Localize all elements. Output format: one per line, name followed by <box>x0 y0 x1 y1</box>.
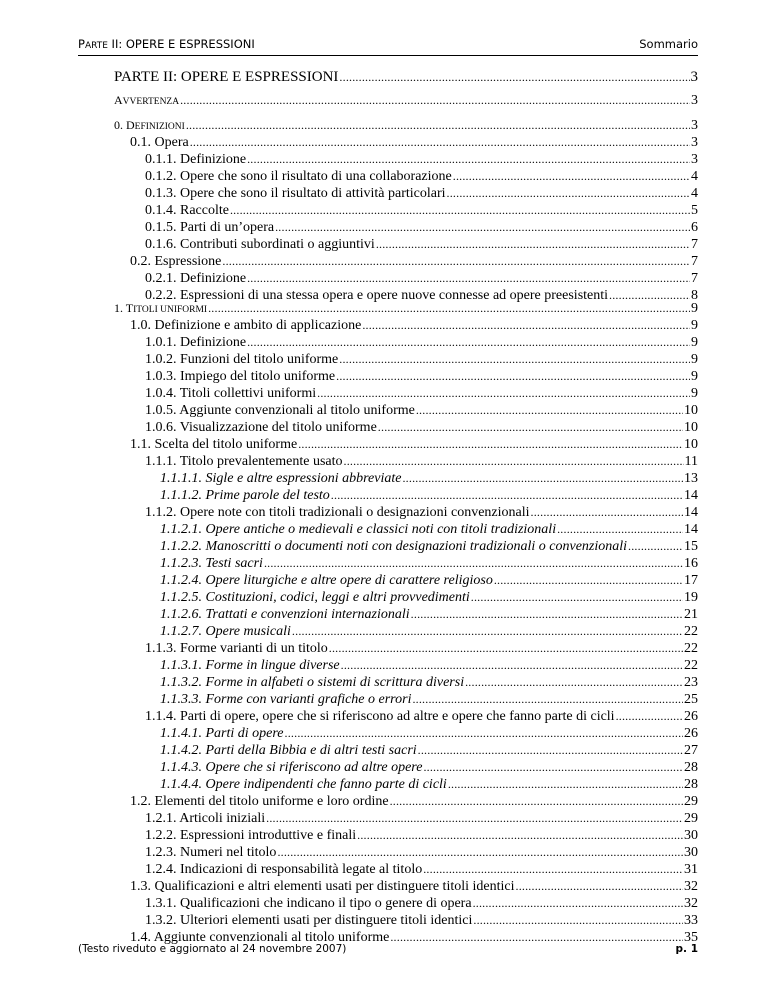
toc-entry-page: 17 <box>684 573 698 588</box>
toc-entry-title: 1.1.2.7. Opere musicali <box>160 624 291 639</box>
toc-entry-title: 1.1.4. Parti di opere, opere che si riferiscono ad altre e opere che fanno parte di cicli <box>145 709 615 724</box>
dot-leader <box>339 351 690 368</box>
dot-leader <box>190 134 690 151</box>
toc-entry-title: 1.1.1.2. Prime parole del testo <box>160 488 330 503</box>
toc-entry <box>145 270 698 287</box>
toc-entry-title: 1.0.5. Aggiunte convenzionali al titolo uniforme <box>145 403 415 418</box>
toc-entry-page: 7 <box>691 254 698 269</box>
toc-entry-page: 3 <box>690 69 698 85</box>
dot-leader <box>336 368 690 385</box>
toc-entry-title: 0.2.1. Definizione <box>145 271 247 286</box>
toc-entry <box>160 521 698 538</box>
toc-entry <box>145 504 698 521</box>
toc-entry-page: 28 <box>684 777 698 792</box>
dot-leader <box>471 589 683 606</box>
dot-leader <box>412 691 683 708</box>
dot-leader <box>339 68 689 87</box>
dot-leader <box>329 640 683 657</box>
toc-entry-page: 29 <box>684 794 698 809</box>
dot-leader <box>264 555 683 572</box>
dot-leader <box>362 317 690 334</box>
toc-entry-page: 23 <box>684 675 698 690</box>
toc-entry <box>145 827 698 844</box>
toc-entry-page: 3 <box>691 135 698 150</box>
toc-entry-page: 6 <box>691 220 698 235</box>
dot-leader <box>378 419 683 436</box>
toc-entry <box>130 878 698 895</box>
dot-leader <box>448 776 683 793</box>
toc-entry-page: 10 <box>684 437 698 452</box>
dot-leader <box>453 168 690 185</box>
toc-entry-title: 0.1.6. Contributi subordinati o aggiuntivi <box>145 237 375 252</box>
toc-entry <box>145 168 698 185</box>
dot-leader <box>473 895 683 912</box>
toc-entry-title: AVVERTENZA <box>114 93 180 107</box>
toc-entry-page: 29 <box>684 811 698 826</box>
dot-leader <box>411 606 683 623</box>
toc-entry <box>160 776 698 793</box>
toc-entry-title: 0. DEFINIZIONI <box>114 118 185 132</box>
toc-entry-title: 1.3.1. Qualificazioni che indicano il tipo o genere di opera <box>145 896 472 911</box>
dot-leader <box>402 470 683 487</box>
toc-entry-title: 1.1.2.4. Opere liturgiche e altre opere di carattere religioso <box>160 573 493 588</box>
toc-entry-page: 7 <box>691 271 698 286</box>
toc-entry <box>145 236 698 253</box>
dot-leader <box>390 793 683 810</box>
toc-entry-page: 9 <box>691 301 698 316</box>
toc-entry-page: 5 <box>691 203 698 218</box>
dot-leader <box>292 623 683 640</box>
toc-entry <box>145 385 698 402</box>
toc-entry-page: 3 <box>691 93 698 108</box>
toc-entry <box>145 185 698 202</box>
toc-entry-title: 1.1.3. Forme varianti di un titolo <box>145 641 328 656</box>
dot-leader <box>494 572 683 589</box>
dot-leader <box>277 844 683 861</box>
toc-entry <box>145 708 698 725</box>
toc-entry <box>145 861 698 878</box>
toc-entry <box>145 895 698 912</box>
toc-entry-page: 14 <box>684 505 698 520</box>
toc-entry-page: 28 <box>684 760 698 775</box>
toc-entry-page: 22 <box>684 624 698 639</box>
toc-entry-page: 15 <box>684 539 698 554</box>
toc-entry-page: 4 <box>691 169 698 184</box>
toc-entry-title: 1. TITOLI UNIFORMI <box>114 301 208 315</box>
page-header <box>78 37 698 56</box>
toc-entry-title: 0.1. Opera <box>130 135 189 150</box>
toc-entry <box>145 810 698 827</box>
toc-entry <box>145 202 698 219</box>
toc-entry <box>145 419 698 436</box>
toc-entry-page: 27 <box>684 743 698 758</box>
dot-leader <box>247 334 690 351</box>
toc-entry-page: 4 <box>691 186 698 201</box>
toc-entry <box>160 538 698 555</box>
toc-entry <box>145 334 698 351</box>
toc-entry-title: 1.0.1. Definizione <box>145 335 247 350</box>
dot-leader <box>180 92 690 109</box>
dot-leader <box>285 725 683 742</box>
toc-entry <box>160 759 698 776</box>
dot-leader <box>222 253 690 270</box>
toc-entry-page: 22 <box>684 658 698 673</box>
toc-entry-title: 1.2.2. Espressioni introduttive e finali <box>145 828 357 843</box>
toc-entry-title: 0.2.2. Espressioni di una stessa opera e opere nuove connesse ad opere preesistenti <box>145 288 609 303</box>
dot-leader <box>247 151 690 168</box>
toc-entry <box>160 589 698 606</box>
dot-leader <box>557 521 683 538</box>
toc-entry-title: 1.1.2.2. Manoscritti o documenti noti con designazioni tradizionali o convenzionali <box>160 539 628 554</box>
toc-entry-page: 22 <box>684 641 698 656</box>
toc-entry <box>160 606 698 623</box>
toc-entry-page: 9 <box>691 386 698 401</box>
toc-entry <box>160 657 698 674</box>
dot-leader <box>230 202 690 219</box>
toc-entry-page: 19 <box>684 590 698 605</box>
toc-entry-title: 1.3. Qualificazioni e altri elementi usati per distinguere titoli identici <box>130 879 515 894</box>
toc-entry-page: 11 <box>684 454 698 469</box>
toc-entry-title: 1.1.4.4. Opere indipendenti che fanno parte di cicli <box>160 777 447 792</box>
dot-leader <box>473 912 683 929</box>
toc-entry-page: 7 <box>691 237 698 252</box>
toc-entry <box>160 487 698 504</box>
toc-entry-page: 3 <box>691 118 698 133</box>
toc-entry-title: 0.1.3. Opere che sono il risultato di attività particolari <box>145 186 446 201</box>
toc-entry <box>160 691 698 708</box>
dot-leader <box>465 674 683 691</box>
toc-entry-title: 1.1.2.3. Testi sacri <box>160 556 263 571</box>
dot-leader <box>416 402 683 419</box>
toc-entry-title: 1.2. Elementi del titolo uniforme e loro ordine <box>130 794 389 809</box>
toc-entry-title: 1.1.3.3. Forme con varianti grafiche o errori <box>160 692 412 707</box>
toc-entry-title: 1.1.3.2. Forme in alfabeti o sistemi di scrittura diversi <box>160 675 465 690</box>
toc-entry-page: 30 <box>684 828 698 843</box>
toc-entry-page: 26 <box>684 709 698 724</box>
toc-entry-page: 16 <box>684 556 698 571</box>
dot-leader <box>298 436 683 453</box>
toc-entry-page: 9 <box>691 318 698 333</box>
toc-entry-page: 26 <box>684 726 698 741</box>
toc-entry-title: 1.4. Aggiunte convenzionali al titolo uniforme <box>130 930 390 945</box>
toc-entry-page: 9 <box>691 335 698 350</box>
toc-entry-title: 1.0. Definizione e ambito di applicazione <box>130 318 362 333</box>
toc-entry-page: 3 <box>691 152 698 167</box>
toc-entry <box>145 453 698 470</box>
toc-entry-title: 1.2.1. Articoli iniziali <box>145 811 266 826</box>
toc-entry-title: 1.0.6. Visualizzazione del titolo uniforme <box>145 420 377 435</box>
toc-entry-title: 1.3.2. Ulteriori elementi usati per distinguere titoli identici <box>145 913 473 928</box>
dot-leader <box>628 538 683 555</box>
dot-leader <box>208 300 690 317</box>
toc-entry <box>160 623 698 640</box>
toc-entry <box>130 253 698 270</box>
toc-entry-page: 25 <box>684 692 698 707</box>
toc-entry <box>145 640 698 657</box>
toc-entry-title: 0.2. Espressione <box>130 254 222 269</box>
toc-entry-title: 1.1.1. Titolo prevalentemente usato <box>145 454 343 469</box>
toc-entry <box>114 117 698 134</box>
toc-entry-title: 1.0.3. Impiego del titolo uniforme <box>145 369 336 384</box>
dot-leader <box>531 504 683 521</box>
dot-leader <box>186 117 690 134</box>
header-section-title: Sommario <box>639 37 698 51</box>
toc-entry <box>130 134 698 151</box>
dot-leader <box>344 453 684 470</box>
toc-entry <box>145 151 698 168</box>
toc-entry-page: 14 <box>684 522 698 537</box>
toc-entry-title: 1.2.4. Indicazioni di responsabilità legate al titolo <box>145 862 423 877</box>
toc-entry-page: 9 <box>691 352 698 367</box>
toc-entry <box>145 368 698 385</box>
toc-entry-title: PARTE II: OPERE E ESPRESSIONI <box>114 69 339 85</box>
toc-entry-page: 21 <box>684 607 698 622</box>
toc-entry-page: 33 <box>684 913 698 928</box>
toc-entry-page: 32 <box>684 879 698 894</box>
toc-entry <box>160 725 698 742</box>
dot-leader <box>376 236 690 253</box>
toc-entry-title: 1.0.4. Titoli collettivi uniformi <box>145 386 317 401</box>
toc-entry-title: 0.1.5. Parti di un’opera <box>145 220 275 235</box>
toc-entry-title: 1.1.2. Opere note con titoli tradizionali o designazioni convenzionali <box>145 505 530 520</box>
toc-entry <box>145 402 698 419</box>
toc-entry-title: 0.1.4. Raccolte <box>145 203 229 218</box>
toc-entry <box>130 436 698 453</box>
footer-revision-note: (Testo riveduto e aggiornato al 24 novembre 2007) <box>78 943 347 955</box>
page-number: p. 1 <box>675 943 698 955</box>
toc-entry-page: 10 <box>684 403 698 418</box>
dot-leader <box>247 270 690 287</box>
toc-entry-page: 35 <box>684 930 698 945</box>
toc-entry-title: 1.1. Scelta del titolo uniforme <box>130 437 298 452</box>
toc-entry-title: 1.1.4.2. Parti della Bibbia e di altri testi sacri <box>160 743 417 758</box>
toc-entry-title: 1.1.4.3. Opere che si riferiscono ad altre opere <box>160 760 423 775</box>
toc-entry-title: 1.1.2.6. Trattati e convenzioni internazionali <box>160 607 410 622</box>
dot-leader <box>423 759 683 776</box>
toc-entry <box>160 555 698 572</box>
toc-entry-page: 10 <box>684 420 698 435</box>
dot-leader <box>317 385 690 402</box>
toc-entry-title: 1.1.1.1. Sigle e altre espressioni abbreviate <box>160 471 402 486</box>
toc-entry <box>160 572 698 589</box>
dot-leader <box>341 657 683 674</box>
toc-entry-title: 1.1.2.5. Costituzioni, codici, leggi e altri provvedimenti <box>160 590 470 605</box>
dot-leader <box>266 810 683 827</box>
toc-entry-title: 1.2.3. Numeri nel titolo <box>145 845 277 860</box>
dot-leader <box>447 185 690 202</box>
toc-entry <box>130 317 698 334</box>
toc-entry-title: 1.1.3.1. Forme in lingue diverse <box>160 658 340 673</box>
toc-entry-title: 0.1.1. Definizione <box>145 152 247 167</box>
header-part-title: PARTE II: OPERE E ESPRESSIONI <box>78 37 255 51</box>
toc-entry <box>145 351 698 368</box>
toc-entry-page: 30 <box>684 845 698 860</box>
dot-leader <box>331 487 683 504</box>
dot-leader <box>357 827 683 844</box>
toc-entry <box>145 844 698 861</box>
toc-entry <box>145 219 698 236</box>
toc-entry-title: 1.1.2.1. Opere antiche o medievali e classici noti con titoli tradizionali <box>160 522 557 537</box>
toc-entry <box>160 470 698 487</box>
dot-leader <box>418 742 683 759</box>
toc-entry <box>160 674 698 691</box>
dot-leader <box>616 708 683 725</box>
toc-entry-title: 1.0.2. Funzioni del titolo uniforme <box>145 352 339 367</box>
dot-leader <box>423 861 683 878</box>
toc-entry <box>114 92 698 109</box>
toc-entry <box>130 793 698 810</box>
toc-entry <box>114 300 698 317</box>
dot-leader <box>516 878 684 895</box>
dot-leader <box>275 219 690 236</box>
toc-entry <box>145 912 698 929</box>
toc-entry-page: 13 <box>684 471 698 486</box>
toc-entry-page: 8 <box>691 288 698 303</box>
toc-entry-title: 0.1.2. Opere che sono il risultato di una collaborazione <box>145 169 452 184</box>
toc-entry <box>160 742 698 759</box>
toc-entry-title: 1.1.4.1. Parti di opere <box>160 726 284 741</box>
dot-leader <box>390 929 683 946</box>
toc-entry-page: 14 <box>684 488 698 503</box>
toc-entry-page: 32 <box>684 896 698 911</box>
toc-entry-page: 9 <box>691 369 698 384</box>
toc-entry <box>114 68 698 87</box>
toc-entry-page: 31 <box>684 862 698 877</box>
